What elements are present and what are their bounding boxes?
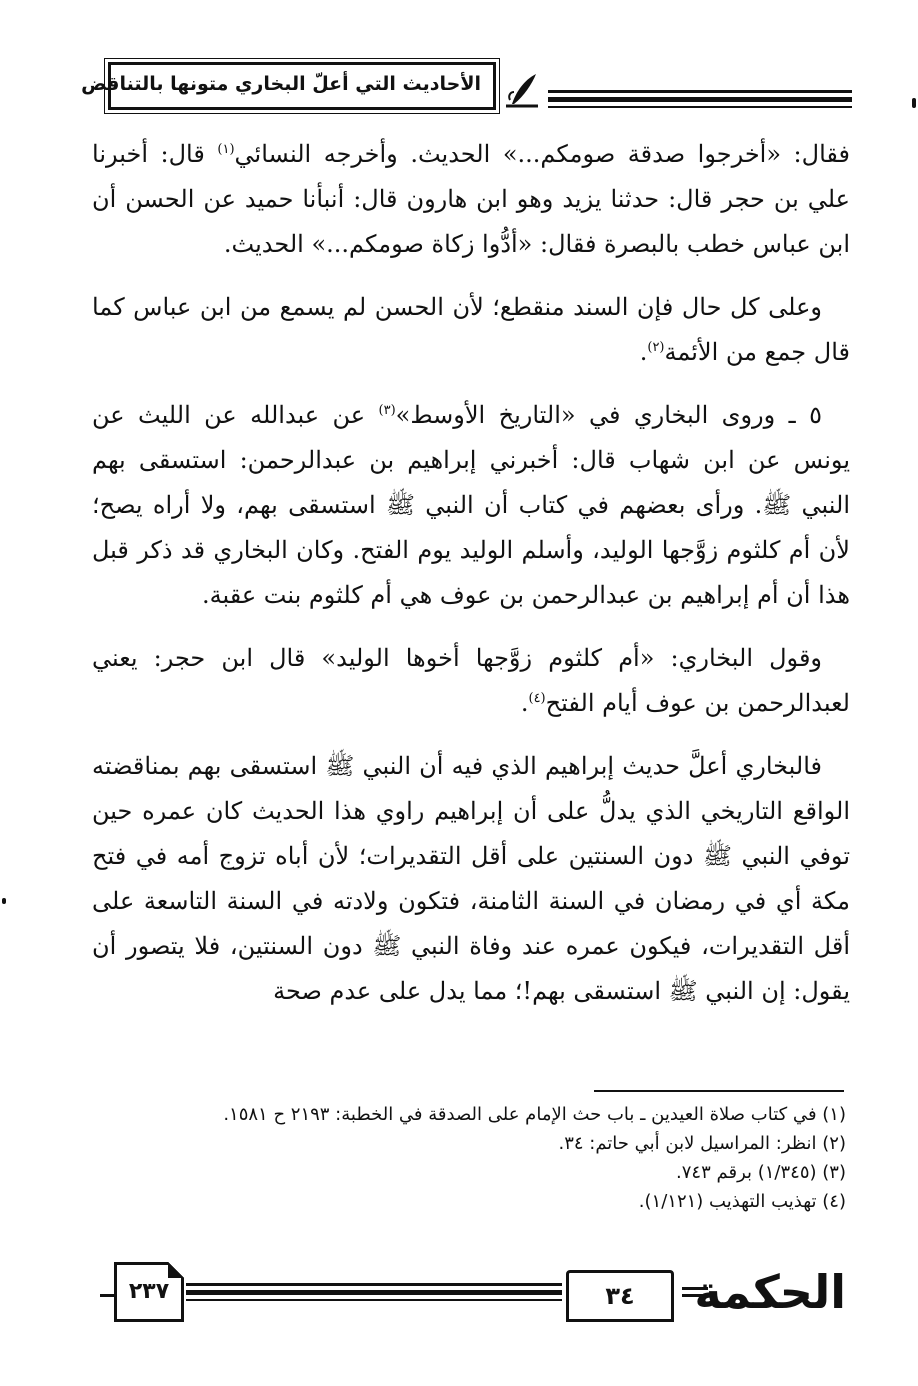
paragraph: [92, 393, 850, 618]
paragraph: [92, 285, 850, 375]
text-run: .: [639, 338, 648, 366]
page-box-connector: [100, 1294, 114, 1297]
text-run: فقال: «أخرجوا صدقة صومكم...» الحديث. وأخرجه النسائي: [234, 140, 851, 168]
scan-mark: [2, 898, 6, 904]
issue-number: ٣٤: [605, 1282, 635, 1310]
paragraph: [92, 744, 850, 1014]
text-run: وقول البخاري: «أم كلثوم زوَّجها أخوها الوليد» قال ابن حجر: يعني لعبدالرحمن بن عوف أيام الفتح: [92, 644, 850, 717]
footnote-item: (٢) انظر: المراسيل لابن أبي حاتم: ٣٤.: [558, 1133, 846, 1154]
footnote-item: (٣) (١/٣٤٥) برقم ٧٤٣.: [676, 1162, 846, 1183]
running-header-box: [81, 62, 496, 110]
footnote-marker: (١): [217, 142, 235, 157]
footnote-item: (١) في كتاب صلاة العيدين ـ باب حث الإمام على الصدقة في الخطبة: ٢١٩٣ ح ١٥٨١.: [223, 1104, 846, 1125]
page-number: ٢٣٧: [128, 1279, 170, 1304]
text-run: قال: أخبرنا علي بن حجر قال: حدثنا يزيد وهو ابن هارون قال: أنبأنا حميد عن الحسن أن ابن عباس خطب بالبصرة فقال: «أدُّوا زكاة صومكم...» الحديث.: [92, 140, 850, 258]
footnote-marker: (٤): [528, 691, 546, 706]
running-header-title: الأحاديث التي أعلّ البخاري متونها بالتناقض: [81, 73, 481, 95]
text-run: عن عبدالله عن الليث عن يونس عن ابن شهاب قال: أخبرني إبراهيم بن عبدالرحمن: استسقى بهم النبي ﷺ. ورأى بعضهم في كتاب أن النبي ﷺ استسقى بهم، ولا أراه يصح؛ لأن أم كلثوم زوَّجها الوليد، وأسلم الوليد يوم الفتح. وكان البخاري قد ذكر قبل هذا أن أم إبراهيم بن عبدالرحمن بن عوف هي أم كلثوم بنت عقبة.: [92, 401, 850, 609]
footnote-marker: (٢): [647, 340, 665, 355]
issue-number-box: [566, 1270, 674, 1322]
footnote-marker: (٣): [378, 403, 396, 418]
paragraph: [92, 636, 850, 726]
quill-icon: [502, 70, 542, 110]
magazine-logo: الحكمة: [694, 1265, 846, 1319]
text-run: ٥ ـ وروى البخاري في «التاريخ الأوسط»: [395, 401, 822, 429]
text-run: .: [520, 689, 529, 717]
scan-mark: [912, 98, 916, 108]
paragraph: [92, 132, 850, 267]
text-run: فالبخاري أعلَّ حديث إبراهيم الذي فيه أن النبي ﷺ استسقى بهم بمناقضته الواقع التاريخي الذي يدلُّ على أن إبراهيم راوي هذا الحديث كان عمره حين توفي النبي ﷺ دون السنتين على أقل التقديرات؛ لأن أباه تزوج أمه في فتح مكة أي في رمضان في السنة الثامنة، فتكون ولادته في السنة التاسعة على أقل التقديرات، فيكون عمره عند وفاة النبي ﷺ دون السنتين، فلا يتصور أن يقول: إن النبي ﷺ استسقى بهم!؛ مما يدل على عدم صحة: [92, 752, 850, 1005]
footer-decorative-rules: [186, 1283, 562, 1305]
footnote-separator: [594, 1090, 844, 1092]
text-run: وعلى كل حال فإن السند منقطع؛ لأن الحسن لم يسمع من ابن عباس كما قال جمع من الأئمة: [92, 293, 850, 366]
footnotes: [92, 1100, 846, 1216]
footnote-item: (٤) تهذيب التهذيب (١/١٢١).: [638, 1191, 846, 1212]
header-decorative-rules: [548, 90, 852, 112]
main-text: [92, 132, 850, 1032]
page-number-box: [114, 1262, 184, 1322]
